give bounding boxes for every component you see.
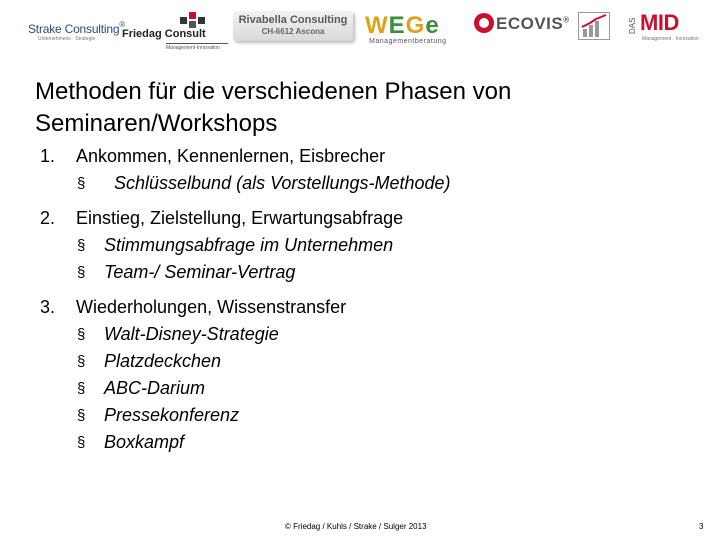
list-item-text: Pressekonferenz: [104, 405, 240, 425]
section-number: 3.: [40, 297, 56, 317]
list-item-text: Team-/ Seminar-Vertrag: [104, 262, 296, 282]
strake-logo-registered: ®: [119, 20, 126, 29]
wege-letter-e-small: e: [425, 12, 440, 39]
strake-consulting-logo: [28, 20, 126, 42]
wege-logo-letters: [365, 12, 440, 40]
ecovis-logo-name: ECOVIS®: [496, 14, 570, 33]
wege-letter-e: E: [388, 12, 406, 39]
bullet-icon: §: [77, 353, 86, 370]
section-heading: Ankommen, Kennenlernen, Eisbrecher: [76, 146, 386, 166]
list-item-text: ABC-Darium: [104, 378, 206, 398]
wege-letter-w: W: [365, 12, 389, 39]
bullet-icon: §: [77, 175, 86, 192]
bullet-icon: §: [77, 237, 86, 254]
mid-logo-das: DAS: [628, 17, 637, 34]
ecovis-ring-icon: [474, 13, 494, 33]
slide-title: Methoden für die verschiedenen Phasen von Seminaren/Workshops: [35, 78, 512, 137]
list-item-text: Stimmungsabfrage im Unternehmen: [104, 235, 394, 255]
rivabella-consulting-logo: [233, 11, 353, 41]
friedag-logo-name: Friedag Consult: [122, 28, 206, 40]
rivabella-logo-location: CH-6612 Ascona: [261, 27, 325, 36]
list-item-text: Boxkampf: [104, 432, 185, 452]
friedag-squares-icon: [180, 12, 210, 28]
bullet-icon: §: [77, 434, 86, 451]
friedag-logo-rule: [166, 43, 228, 44]
section-number: 2.: [40, 208, 56, 228]
bullet-icon: §: [77, 407, 86, 424]
footer-copyright: © Friedag / Kuhls / Strake / Sulger 2013: [285, 522, 427, 531]
list-item-text: Schlüsselbund (als Vorstellungs-Methode): [114, 173, 451, 193]
logo-bar: [0, 0, 720, 52]
wege-logo-tagline: Managementberatung: [369, 38, 447, 45]
mid-logo-tagline: Management · Innovation: [642, 36, 699, 42]
wege-letter-g: G: [405, 12, 426, 39]
wege-logo: [365, 12, 447, 45]
rivabella-logo-name: Rivabella Consulting: [238, 14, 348, 26]
list-item-text: Walt-Disney-Strategie: [104, 324, 279, 344]
section-heading: Einstieg, Zielstellung, Erwartungsabfrage: [76, 208, 404, 228]
section-number: 1.: [40, 146, 56, 166]
strake-logo-name: Strake Consulting: [28, 22, 120, 36]
page-number: 3: [699, 522, 704, 531]
bullet-icon: §: [77, 326, 86, 343]
friedag-logo-tagline: Management-Innovation: [166, 45, 220, 51]
bullet-icon: §: [77, 264, 86, 281]
bar-chart-icon: [578, 12, 610, 40]
mid-logo-name: MID: [640, 10, 679, 35]
list-item-text: Platzdeckchen: [104, 351, 222, 371]
bullet-icon: §: [77, 380, 86, 397]
section-heading: Wiederholungen, Wissenstransfer: [76, 297, 347, 317]
strake-logo-tagline: Unternehmens · Strategie: [38, 36, 96, 42]
slide-footer: [0, 522, 720, 536]
